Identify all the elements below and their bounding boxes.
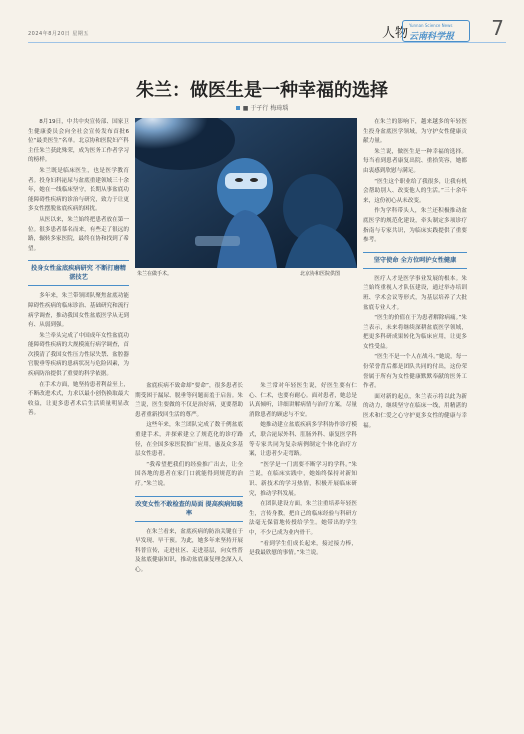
masthead-badge — [402, 20, 470, 42]
article-column-2 — [135, 382, 243, 718]
masthead-cn: 云南科学报 — [409, 32, 455, 42]
paragraph: 多年来，朱兰带领团队聚焦盆底功能障碍性疾病的临床诊治、基础研究和流行病学调查，推动我国女性盆底医学从无到有、从弱到强。 — [28, 293, 129, 329]
paragraph: “我希望把我们的经验推广出去，让全国各地的患者在家门口就能得到规范的治疗。”朱兰说。 — [135, 461, 243, 487]
paragraph: 她推动建立盆底疾病多学科协作诊疗模式，联合泌尿外科、肛肠外科、康复医学科等专家共同为复杂病例制定个体化治疗方案，让患者少走弯路。 — [249, 422, 357, 458]
article-column-4 — [363, 118, 467, 718]
masthead-en: Yunnan Science News — [409, 23, 453, 28]
paragraph: 作为学科带头人，朱兰还积极推动盆底医学的规范化建设，牵头制定多项诊疗指南与专家共识，为临床实践提供了重要参考。 — [363, 208, 467, 244]
bullet-square-icon — [236, 106, 240, 110]
subheading: 坚守使命 全方位呵护女性健康 — [363, 252, 467, 269]
header-divider — [28, 42, 506, 43]
paragraph: “看到学生们成长起来，接过接力棒，是我最欣慰的事情。”朱兰说。 — [249, 540, 357, 557]
paragraph: 医疗人才是医学事业发展的根本。朱兰始终重视人才队伍建设，通过举办培训班、学术会议等形式，为基层培养了大批盆底专业人才。 — [363, 275, 467, 311]
subheading: 投身女性盆底疾病研究 不断打磨精湛技艺 — [28, 260, 129, 286]
photo-caption: 朱兰在做手术。 — [137, 271, 173, 277]
page-header — [28, 16, 506, 42]
paragraph: 朱兰常对年轻医生说，好医生要有仁心、仁术，也要有耐心。面对患者，她总是认真倾听，详细讲解病情与治疗方案，尽量消除患者的顾虑与不安。 — [249, 383, 357, 418]
paragraph: 朱兰牵头完成了中国成年女性盆底功能障碍性疾病的大规模流行病学调查，首次摸清了我国女性压力性尿失禁、盆腔器官脱垂等疾病的患病状况与危险因素，为疾病防治提供了重要的科学依据。 — [28, 332, 129, 378]
paragraph: 朱兰说，做医生是一种幸福的选择。每当看到患者康复出院、重拾笑容，她都由衷感到欣慰与满足。 — [363, 148, 467, 174]
paragraph: 在手术方面，她坚持患者利益至上，不断改进术式，力求以最小创伤换取最大收益，让更多患者术后生活质量明显改善。 — [28, 381, 129, 417]
article-title: 朱兰：做医生是一种幸福的选择 — [136, 80, 388, 101]
issue-date: 2024年8月20日 星期五 — [28, 31, 89, 37]
paragraph: 从医以来，朱兰始终把患者放在第一位。很多患者慕名而来，有些走了很远的路，辗转多家医院，最终在协和找到了希望。 — [28, 216, 129, 252]
paragraph: 在朱兰看来，盆底疾病的防治关键在于早发现、早干预。为此，她多年来坚持开展科普宣传，走进社区、走进基层，向女性普及盆底健康知识，推动盆底康复理念深入人心。 — [135, 528, 243, 573]
byline-text: ■ 于孑行 梅琦瑀 — [242, 105, 289, 112]
photo-credit: 北京协和医院供图 — [300, 271, 341, 277]
article-column-3 — [249, 382, 357, 718]
surgery-photo-illustration — [135, 118, 357, 268]
article-column-1 — [28, 118, 129, 718]
paragraph: 在团队建设方面，朱兰注重培养年轻医生，言传身教，把自己的临床经验与科研方法毫无保留地传授给学生。她带出的学生中，不少已成为业内骨干。 — [249, 501, 357, 536]
paragraph: “医学是一门需要不断学习的学科。”朱兰说，在临床实践中，她始终保持对新知识、新技术的学习热情，积极开展临床研究，推动学科发展。 — [249, 461, 357, 497]
paragraph: 这些年来，朱兰团队完成了数千例盆底重建手术，并探索建立了规范化的诊疗路径，在全国多家医院推广应用，惠及众多基层女性患者。 — [135, 422, 243, 458]
section-name: 人物 — [381, 26, 408, 41]
paragraph: “医生的价值在于为患者解除病痛。”朱兰表示，未来将继续深耕盆底医学领域，把更多科研成果转化为临床应用，让更多女性受益。 — [363, 315, 467, 350]
surgery-photo — [135, 118, 357, 268]
byline — [0, 103, 524, 112]
paragraph: 在朱兰的影响下，越来越多的年轻医生投身盆底医学领域，为守护女性健康贡献力量。 — [363, 119, 467, 145]
paragraph: 面对新的起点，朱兰表示将以此为新的动力，继续坚守在临床一线，用精湛的医术和仁爱之心守护更多女性的健康与幸福。 — [363, 393, 467, 429]
paragraph: “医生不是一个人在战斗。”她说，每一份荣誉背后都是团队共同的付出，这份荣誉属于所有为女性健康默默奉献的医务工作者。 — [363, 354, 467, 390]
subheading: 改变女性不敢检查的局面 提高疾病知晓率 — [135, 496, 243, 522]
paragraph: “医生这个职业给了我很多，让我有机会帮助别人、改变他人的生活。”三十余年来，这份初心从未改变。 — [363, 178, 467, 204]
page-number: 7 — [491, 16, 504, 40]
paragraph: 盆底疾病不致命却“要命”，很多患者长期受困于漏尿、脱垂等问题而羞于启齿。朱兰说，医生要做的不仅是治好病，更要帮助患者重新找回生活的尊严。 — [135, 383, 243, 418]
paragraph: 朱兰既是临床医生，也是医学教育者。投身妇科泌尿与盆底重建领域三十余年，她在一线临床坚守，长期从事盆底功能障碍性疾病的诊治与研究，致力于让更多女性摆脱盆底疾病的困扰。 — [28, 167, 129, 213]
paragraph: 8月19日，中共中央宣传部、国家卫生健康委员会向全社会宣传发布首批6位“最美医生”名单。北京协和医院妇产科主任朱兰获此殊荣，成为医务工作者学习的榜样。 — [28, 119, 129, 164]
